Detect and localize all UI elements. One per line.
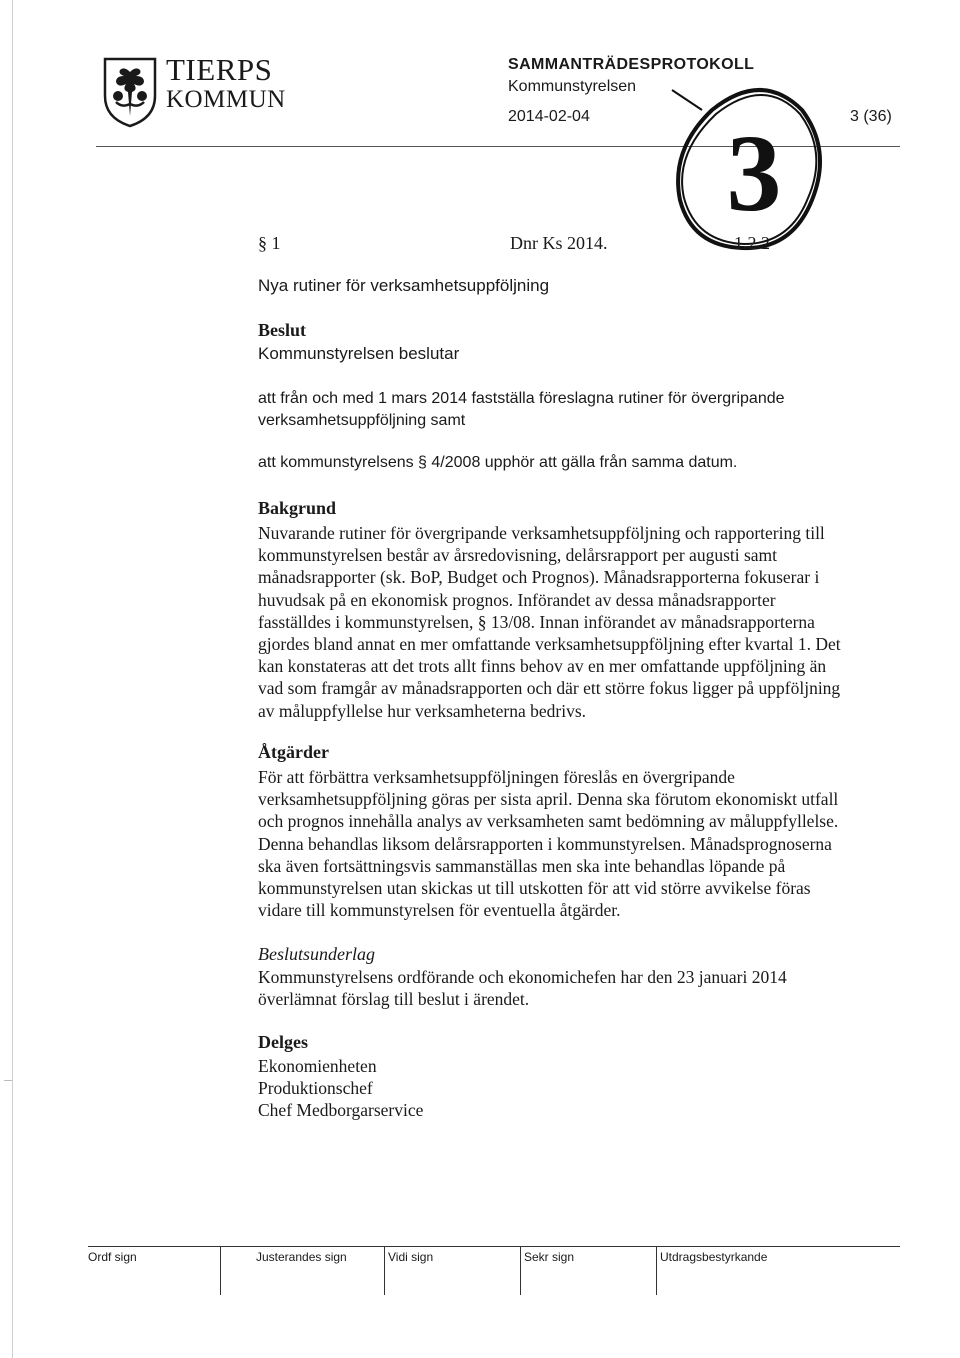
- actions-body: [258, 766, 898, 921]
- stamp-number: 3: [726, 112, 782, 234]
- recipient-item: Ekonomienheten: [258, 1056, 377, 1076]
- background-line: av måluppfyllelse hur verksamheterna bedrivs.: [258, 700, 587, 721]
- footer-sekr-sign: Sekr sign: [524, 1250, 575, 1264]
- actions-line: verksamhetsuppföljning göras per sista april. Denna ska förutom ekonomiskt utfall: [258, 789, 839, 810]
- decision-point-1-line1: att från och med 1 mars 2014 fastställa föreslagna rutiner för övergripande: [258, 390, 785, 407]
- organization: Kommunstyrelsen: [508, 78, 637, 95]
- recipient-item: Produktionschef: [258, 1078, 373, 1099]
- background-line: månadsrapporter (sk. BoP, Budget och Prognos). Månadsrapporterna fokuserar i: [258, 567, 820, 588]
- footer-divider: [88, 1246, 900, 1247]
- footer-justerandes-sign: Justerandes sign: [256, 1250, 347, 1264]
- background-heading: Bakgrund: [258, 498, 337, 518]
- actions-heading: Åtgärder: [258, 742, 329, 762]
- decision-lead: Kommunstyrelsen beslutar: [258, 344, 460, 363]
- distribution-heading: Delges: [258, 1032, 308, 1052]
- basis-line: Kommunstyrelsens ordförande och ekonomichefen har den 23 januari 2014: [258, 967, 787, 987]
- actions-line: och prognos innehålla analys av verksamheten samt bedömning av måluppfyllelse.: [258, 811, 839, 832]
- footer-cell-separator: [220, 1247, 221, 1295]
- background-body: [258, 522, 898, 722]
- background-line: kan konstateras att det trots allt finns behov av en mer omfattande uppföljning än: [258, 656, 827, 677]
- basis-heading: Beslutsunderlag: [258, 944, 375, 964]
- item-title: Nya rutiner för verksamhetsuppföljning: [258, 276, 550, 295]
- actions-line: kommunstyrelsen utan skickas ut till utskotten för att vid större avvikelse föras: [258, 878, 811, 899]
- background-line: huvudsak på en ekonomisk prognos. Införandet av dessa månadsrapporter: [258, 589, 776, 610]
- decision-point-1-line2: verksamhetsuppföljning samt: [258, 412, 466, 429]
- decision-point-1: [258, 388, 785, 432]
- municipal-crest-icon: [102, 56, 158, 128]
- footer-cell-separator: [384, 1247, 385, 1295]
- decision-point-2: att kommunstyrelsens § 4/2008 upphör att gälla från samma datum.: [258, 454, 738, 471]
- scan-mark: [4, 1080, 12, 1081]
- footer-vidi-sign: Vidi sign: [388, 1250, 434, 1264]
- distribution-list: [258, 1055, 898, 1122]
- paragraph-number: § 1: [258, 233, 281, 253]
- recipient-item: Chef Medborgarservice: [258, 1100, 424, 1121]
- meeting-date: 2014-02-04: [508, 108, 590, 125]
- actions-line: ska även fortsättningsvis sammanställas men ska inte behandlas löpande på: [258, 855, 786, 876]
- logo-text-line2: KOMMUN: [166, 86, 286, 113]
- background-line: kommunstyrelsen består av årsredovisning, delårsrapport per augusti samt: [258, 545, 778, 566]
- actions-line: vidare till kommunstyrelsen för eventuella åtgärder.: [258, 900, 621, 921]
- background-line: vad som framgår av månadsrapporten och där ett större fokus ligger på uppföljning: [258, 678, 841, 699]
- basis-line: överlämnat förslag till beslut i ärendet.: [258, 989, 530, 1010]
- footer-utdragsbestyrkande: Utdragsbestyrkande: [660, 1250, 768, 1264]
- footer-cell-separator: [520, 1247, 521, 1295]
- document-type: SAMMANTRÄDESPROTOKOLL: [508, 56, 755, 73]
- dnr-suffix: 1.2.2: [734, 233, 770, 253]
- background-line: gjordes bland annat en mer omfattande verksamhetsuppföljning efter kvartal 1. Det: [258, 634, 841, 655]
- footer-ordf-sign: Ordf sign: [88, 1250, 137, 1264]
- actions-line: Denna behandlas liksom delårsrapporten i kommunstyrelsen. Månadsprognoserna: [258, 833, 832, 854]
- footer-cell-separator: [656, 1247, 657, 1295]
- logo-text-line1: TIERPS: [166, 52, 273, 87]
- page-number: 3 (36): [850, 108, 892, 125]
- decision-heading: Beslut: [258, 320, 307, 340]
- dnr-number: Dnr Ks 2014.: [510, 233, 608, 253]
- actions-line: För att förbättra verksamhetsuppföljningen föreslås en övergripande: [258, 767, 735, 787]
- scan-edge: [12, 0, 13, 1358]
- background-line: Nuvarande rutiner för övergripande verksamhetsuppföljning och rapportering till: [258, 523, 825, 543]
- background-line: fasställdes i kommunstyrelsen, § 13/08. Innan införandet av månadsrapporterna: [258, 611, 815, 632]
- basis-body: [258, 966, 898, 1010]
